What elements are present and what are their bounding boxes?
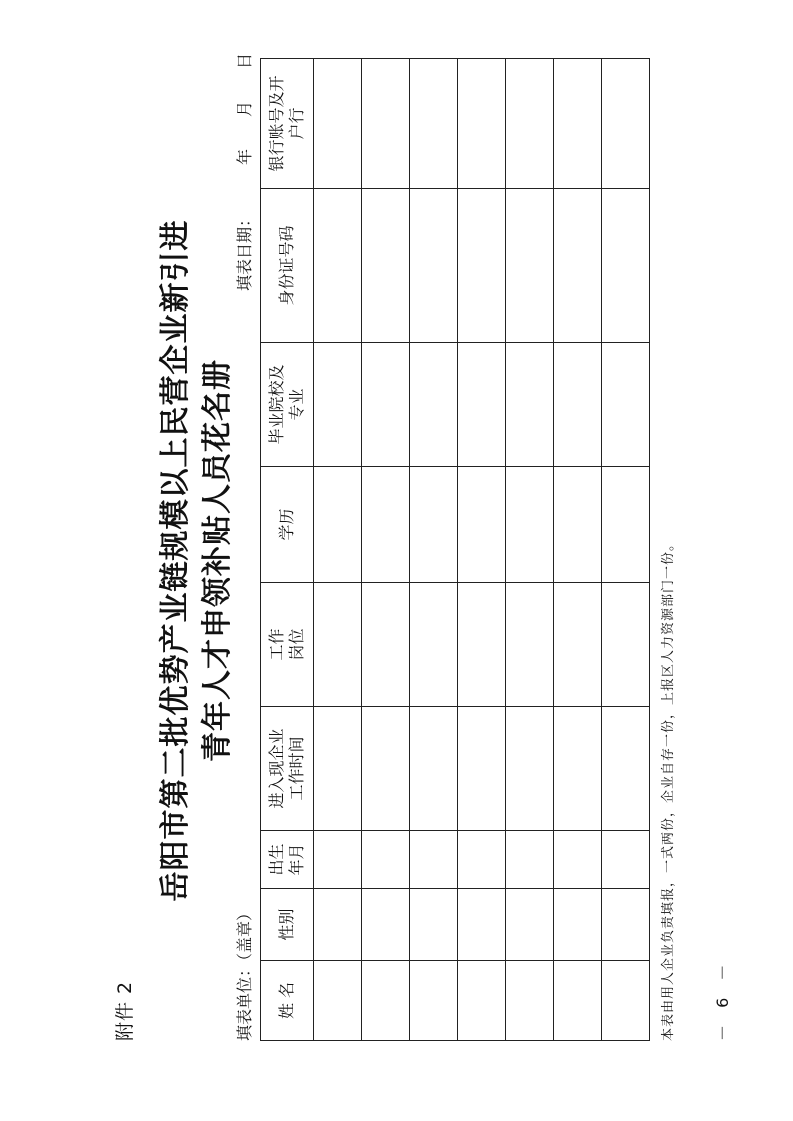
table-cell <box>314 189 362 343</box>
table-cell <box>506 189 554 343</box>
table-cell <box>362 343 410 467</box>
fill-date-label: 填表日期： <box>235 210 254 291</box>
table-cell <box>314 961 362 1041</box>
table-cell <box>314 707 362 831</box>
table-row <box>362 59 410 1041</box>
table-cell <box>362 961 410 1041</box>
table-cell <box>410 189 458 343</box>
table-cell <box>362 467 410 583</box>
table-cell <box>458 831 506 889</box>
header-name: 姓 名 <box>261 961 314 1041</box>
fill-date <box>232 53 255 291</box>
document-title-line-1: 岳阳市第二批优势产业链规模以上民营企业新引进 <box>158 219 193 902</box>
table-cell <box>554 189 602 343</box>
table-cell <box>458 467 506 583</box>
table-cell <box>602 831 650 889</box>
table-cell <box>410 889 458 961</box>
footnote: 本表由用人企业负责填报，一式两份，企业自存一份，上报区人力资源部门一份。 <box>661 536 676 1041</box>
roster-table-body <box>314 59 650 1041</box>
table-cell <box>362 189 410 343</box>
table-cell <box>314 343 362 467</box>
header-join-date: 进入现企业 工作时间 <box>261 707 314 831</box>
table-cell <box>602 583 650 707</box>
table-cell <box>314 59 362 189</box>
table-cell <box>554 831 602 889</box>
table-cell <box>314 889 362 961</box>
header-school-major: 毕业院校及 专业 <box>261 343 314 467</box>
table-cell <box>362 583 410 707</box>
table-cell <box>410 831 458 889</box>
attachment-label: 附件 2 <box>114 980 136 1041</box>
table-cell <box>362 889 410 961</box>
table-cell <box>458 961 506 1041</box>
table-cell <box>602 59 650 189</box>
header-birth-month: 出生 年月 <box>261 831 314 889</box>
table-cell <box>506 961 554 1041</box>
table-cell <box>602 467 650 583</box>
table-cell <box>458 59 506 189</box>
table-cell <box>458 189 506 343</box>
header-job-position: 工作 岗位 <box>261 583 314 707</box>
table-cell <box>602 343 650 467</box>
table-cell <box>458 343 506 467</box>
table-cell <box>554 59 602 189</box>
table-cell <box>314 467 362 583</box>
document-title-line-2: 青年人才申领补贴人员花名册 <box>200 359 235 762</box>
table-row <box>602 59 650 1041</box>
table-cell <box>602 889 650 961</box>
table-cell <box>410 59 458 189</box>
table-cell <box>314 583 362 707</box>
table-cell <box>410 707 458 831</box>
table-cell <box>362 707 410 831</box>
date-month-label: 月 <box>235 100 254 117</box>
table-cell <box>458 583 506 707</box>
table-cell <box>506 707 554 831</box>
table-cell <box>506 467 554 583</box>
table-cell <box>410 467 458 583</box>
roster-table <box>260 58 650 1041</box>
table-row <box>458 59 506 1041</box>
table-cell <box>506 831 554 889</box>
table-cell <box>506 583 554 707</box>
header-id-number: 身份证号码 <box>261 189 314 343</box>
table-header-row <box>261 59 314 1041</box>
date-day-label: 日 <box>235 52 254 69</box>
table-cell <box>602 707 650 831</box>
table-cell <box>554 467 602 583</box>
table-row <box>554 59 602 1041</box>
table-cell <box>506 343 554 467</box>
table-cell <box>602 189 650 343</box>
table-cell <box>314 831 362 889</box>
header-education: 学历 <box>261 467 314 583</box>
table-cell <box>602 961 650 1041</box>
table-cell <box>458 707 506 831</box>
fill-unit-label: 填表单位：（盖章） <box>235 904 254 1041</box>
page-number: － 6 － <box>713 958 732 1041</box>
header-bank-account: 银行账号及开 户行 <box>261 59 314 189</box>
table-cell <box>410 583 458 707</box>
table-cell <box>362 831 410 889</box>
table-cell <box>554 961 602 1041</box>
table-cell <box>554 583 602 707</box>
table-cell <box>458 889 506 961</box>
table-cell <box>554 343 602 467</box>
table-row <box>410 59 458 1041</box>
table-cell <box>506 889 554 961</box>
table-cell <box>554 889 602 961</box>
date-year-label: 年 <box>235 148 254 165</box>
table-cell <box>506 59 554 189</box>
table-cell <box>410 343 458 467</box>
table-cell <box>362 59 410 189</box>
table-row <box>314 59 362 1041</box>
table-row <box>506 59 554 1041</box>
table-cell <box>410 961 458 1041</box>
table-cell <box>554 707 602 831</box>
header-gender: 性别 <box>261 889 314 961</box>
